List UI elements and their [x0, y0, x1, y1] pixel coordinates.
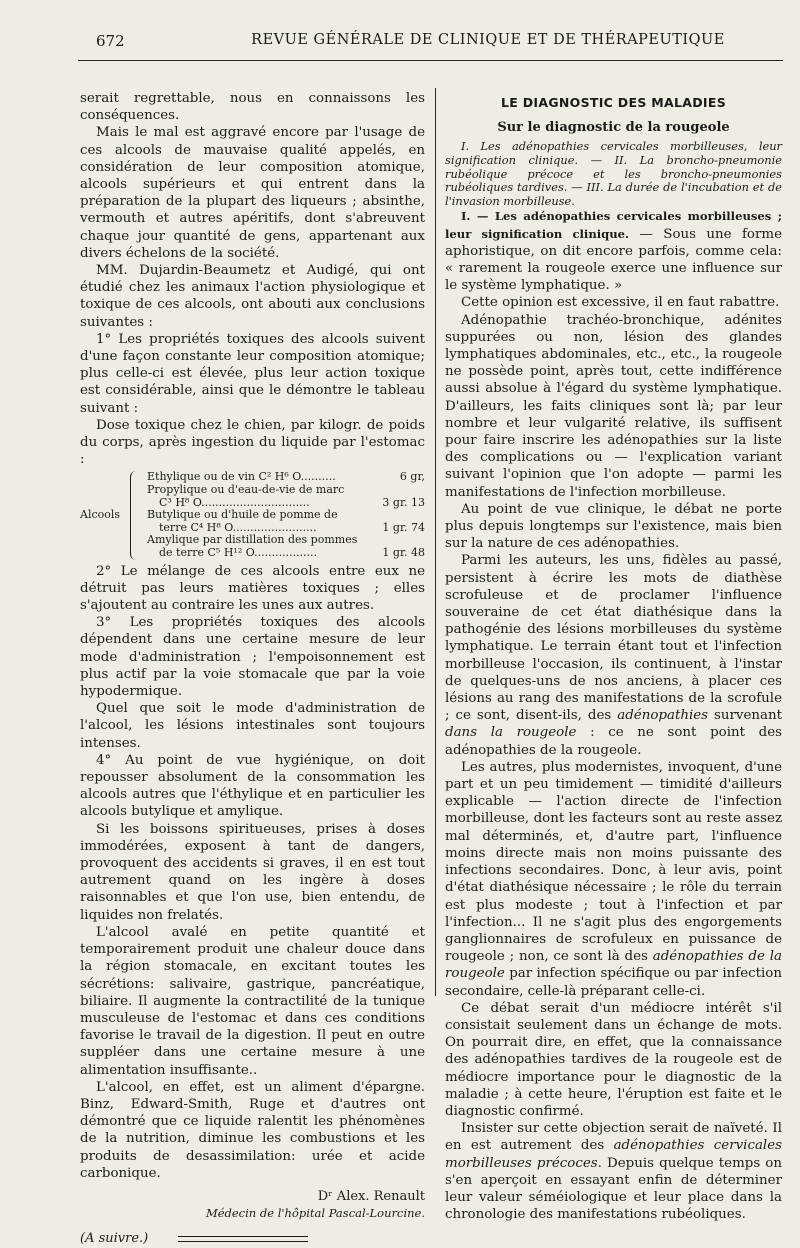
paragraph: Mais le mal est aggravé encore par l'usage de ces alcools de mauvaise qualité appelés, en considération de leur composition atomique, alcools supérieurs et qui entrent dans la préparation de la plupart des liqueurs ; absinthe, vermouth et autres apéritifs, dont s'abreuvent chaque jour quantité de gens, appartenant aux divers échelons de la société.	[80, 125, 425, 261]
section-title: LE DIAGNOSTIC DES MALADIES	[501, 95, 726, 110]
paragraph: 2° Le mélange de ces alcools entre eux ne détruit pas leurs matières toxiques ; elles s'ajoutent au contraire les unes aux autres.	[80, 563, 425, 614]
left-column	[80, 90, 425, 1248]
paragraph: Si les boissons spiritueuses, prises à doses immodérées, exposent à tant de dangers, provoquent des accidents si graves, il en est tout autrement quand on les ingère à doses raisonnables et que l'on use, bien entendu, de liquides non frelatés.	[80, 821, 425, 923]
paragraph: Dose toxique chez le chien, par kilogr. de poids du corps, après ingestion du liquide par l'estomac :	[80, 417, 425, 468]
paragraph	[445, 1120, 782, 1223]
a-suivre-text: (A suivre.)	[80, 1231, 149, 1247]
header-rule	[78, 60, 783, 61]
continued-note	[80, 1230, 425, 1247]
row-value: 1 gr. 74	[382, 520, 425, 534]
row-name: Propylique ou d'eau-de-vie de marc	[147, 483, 345, 497]
author-affiliation: Médecin de l'hôpital Pascal-Lourcine.	[205, 1206, 425, 1221]
right-column	[445, 90, 782, 1223]
row-value: 6 gr,	[399, 470, 425, 484]
article-summary: I. Les adénopathies cervicales morbilleuses, leur signification clinique. — II. La broncho-pneumonie rubéolique précoce et les broncho-pneumonies rubéoliques tardives. — III. La durée de l'incubation et de l'invasion morbilleuse.	[445, 139, 782, 208]
paragraph	[445, 759, 782, 1000]
paragraph: L'alcool, en effet, est un aliment d'épargne. Binz, Edward-Smith, Ruge et d'autres ont démontré que ce liquide ralentit les phénomènes de la nutrition, diminue les combustions et les produits de desassimilation: urée et acide carbonique.	[80, 1079, 425, 1181]
toxic-dose-table	[80, 471, 425, 559]
end-rule	[178, 1236, 308, 1242]
paragraph: MM. Dujardin-Beaumetz et Audigé, qui ont étudié chez les animaux l'action physiologique et toxique de ces alcools, ont abouti aux conclusions suivantes :	[80, 263, 425, 330]
paragraph: Cette opinion est excessive, il en faut rabattre.	[461, 295, 780, 311]
row-name: Ethylique ou de vin C² H⁶ O..........	[147, 470, 336, 484]
paragraph: 3° Les propriétés toxiques des alcools dépendent dans une certaine mesure de leur mode d'administration ; l'empoisonnement est plus actif par la voie stomacale que par la voie hypodermique.	[80, 615, 425, 700]
italic-run: adénopathies de la rougeole	[445, 949, 782, 982]
text-run: : ce ne sont point des adénopathies de la rougeole.	[445, 725, 782, 758]
text-run: Parmi les auteurs, les uns, fidèles au passé, persistent à écrire les mots de diathèse scrofuleuse et de proclamer l'influence souveraine de cet état diathésique dans la pathogénie des lésions morbilleuses du système lymphatique. Le terrain étant tout et l'infection morbilleuse l'occasion, ils continuent, à l'instar de quelques-uns de nos anciens, à placer ces lésions au rang des manifestations de la scrofule ; ce sont, disent-ils, des	[445, 553, 782, 724]
text-run: par infection spécifique ou par infection secondaire, celle-là préparant celle-ci.	[445, 966, 782, 999]
paragraph: Au point de vue clinique, le débat ne porte plus depuis longtemps sur l'existence, mais bien sur la nature de ces adénopathies.	[445, 501, 782, 552]
column-divider	[435, 88, 436, 996]
table-label: Alcools	[80, 508, 121, 522]
article-title: Sur le diagnostic de la rougeole	[497, 120, 730, 136]
page-number: 672	[96, 32, 125, 50]
row-name: Amylique par distillation des pommes	[147, 533, 358, 547]
text-run: . Depuis quelque temps on s'en aperçoit en essayant enfin de déterminer leur valeur séméiologique et leur place dans la chronologie des manifestations rubéoliques.	[445, 1155, 782, 1223]
paragraph	[445, 552, 782, 758]
row-value	[373, 509, 425, 522]
table-brace	[130, 471, 143, 559]
row-name: de terre C⁵ H¹² O..................	[159, 546, 318, 560]
subsection-heading: I. — Les adénopathies cervicales morbilleuses ; leur signification clinique.	[445, 209, 782, 241]
paragraph: Quel que soit le mode d'administration de l'alcool, les lésions intestinales sont toujours intenses.	[80, 701, 425, 751]
text-run: Insister sur cette objection serait de naïveté. Il en est autrement des	[445, 1121, 782, 1154]
italic-run: adénopathies	[617, 708, 709, 724]
paragraph: L'alcool avalé en petite quantité et temporairement produit une chaleur douce dans la région stomacale, en excitant toutes les sécrétions: salivaire, gastrique, pancréatique, biliaire. Il augmente la contractilité de la tunique musculeuse de l'estomac et dans ces conditions favorise le travail de la digestion. Il peut en outre suppléer dans une certaine mesure à une alimentation insuffisante..	[80, 924, 425, 1078]
paragraph: Ce débat serait d'un médiocre intérêt s'il consistait seulement dans un échange de mots. On pourrait dire, en effet, que la connaissance des adénopathies tardives de la rougeole est de médiocre importance pour le diagnostic de la maladie ; à cette heure, l'éruption est faite et le diagnostic confirmé.	[445, 1000, 782, 1119]
table-row	[147, 509, 425, 522]
row-value: 3 gr. 13	[382, 495, 425, 509]
row-name: C³ H⁸ O...............................	[159, 495, 310, 509]
table-row	[147, 547, 425, 560]
text-run: survenant	[708, 708, 782, 724]
paragraph: Adénopathie trachéo-bronchique, adénites suppurées ou non, lésion des glandes lymphatiques abdominales, etc., etc., la rougeole ne possède point, après tout, cette indifférence aussi absolue à l'égard du système lymphatique. D'ailleurs, les faits cliniques sont là; par leur nombre et leur vulgarité relative, ils suffisent pour faire inscrire les adénopathies sur la liste des complications ou — l'explication variant suivant l'opinion que l'on adopte — parmi les manifestations de l'infection morbilleuse.	[445, 312, 782, 500]
paragraph: 4° Au point de vue hygiénique, on doit repousser absolument de la consommation les alcools autres que l'éthylique et en particulier les alcools butylique et amylique.	[80, 752, 425, 820]
author-signature: Dʳ Alex. Renault	[317, 1188, 425, 1204]
running-title: REVUE GÉNÉRALE DE CLINIQUE ET DE THÉRAPEUTIQUE	[251, 32, 725, 48]
row-value	[373, 484, 425, 497]
paragraph-text: — Sous une forme aphoristique, on dit encore parfois, comme cela: « rarement la rougeole exerce une influence sur le système lymphatique. »	[445, 226, 782, 294]
row-value: 1 gr. 48	[382, 546, 425, 560]
table-row	[147, 484, 425, 497]
paragraph	[445, 208, 782, 294]
italic-run: dans la rougeole	[445, 725, 577, 741]
paragraph: 1° Les propriétés toxiques des alcools suivent d'une façon constante leur composition atomique; plus celle-ci est élevée, plus leur action toxique est considérable, ainsi que le démontre le tableau suivant :	[80, 331, 425, 416]
table-rows	[147, 471, 425, 559]
row-name: terre C⁴ H⁸ O........................	[159, 520, 317, 534]
italic-run: adénopathies cervicales morbilleuses précoces	[445, 1138, 783, 1171]
paragraph: serait regrettable, nous en connaissons les conséquences.	[80, 91, 425, 124]
page-header	[78, 30, 783, 56]
text-run: Les autres, plus modernistes, invoquent, d'une part et un peu timidement — timidité d'ailleurs explicable — l'action directe de l'infection morbilleuse, dont les facteurs sont au reste assez mal déterminés, et, d'autre part, l'influence moins directe mais non moins puissante des infections secondaires. Donc, à leur avis, point d'état diathésique nécessaire ; le rôle du terrain est plus modeste ; tout à l'infection et par l'infection... Il ne s'agit plus des engorgements ganglionnaires de scrofuleux en puissance de rougeole ; non, ce sont là des	[445, 759, 782, 965]
row-name: Butylique ou d'huile de pomme de	[147, 508, 338, 522]
